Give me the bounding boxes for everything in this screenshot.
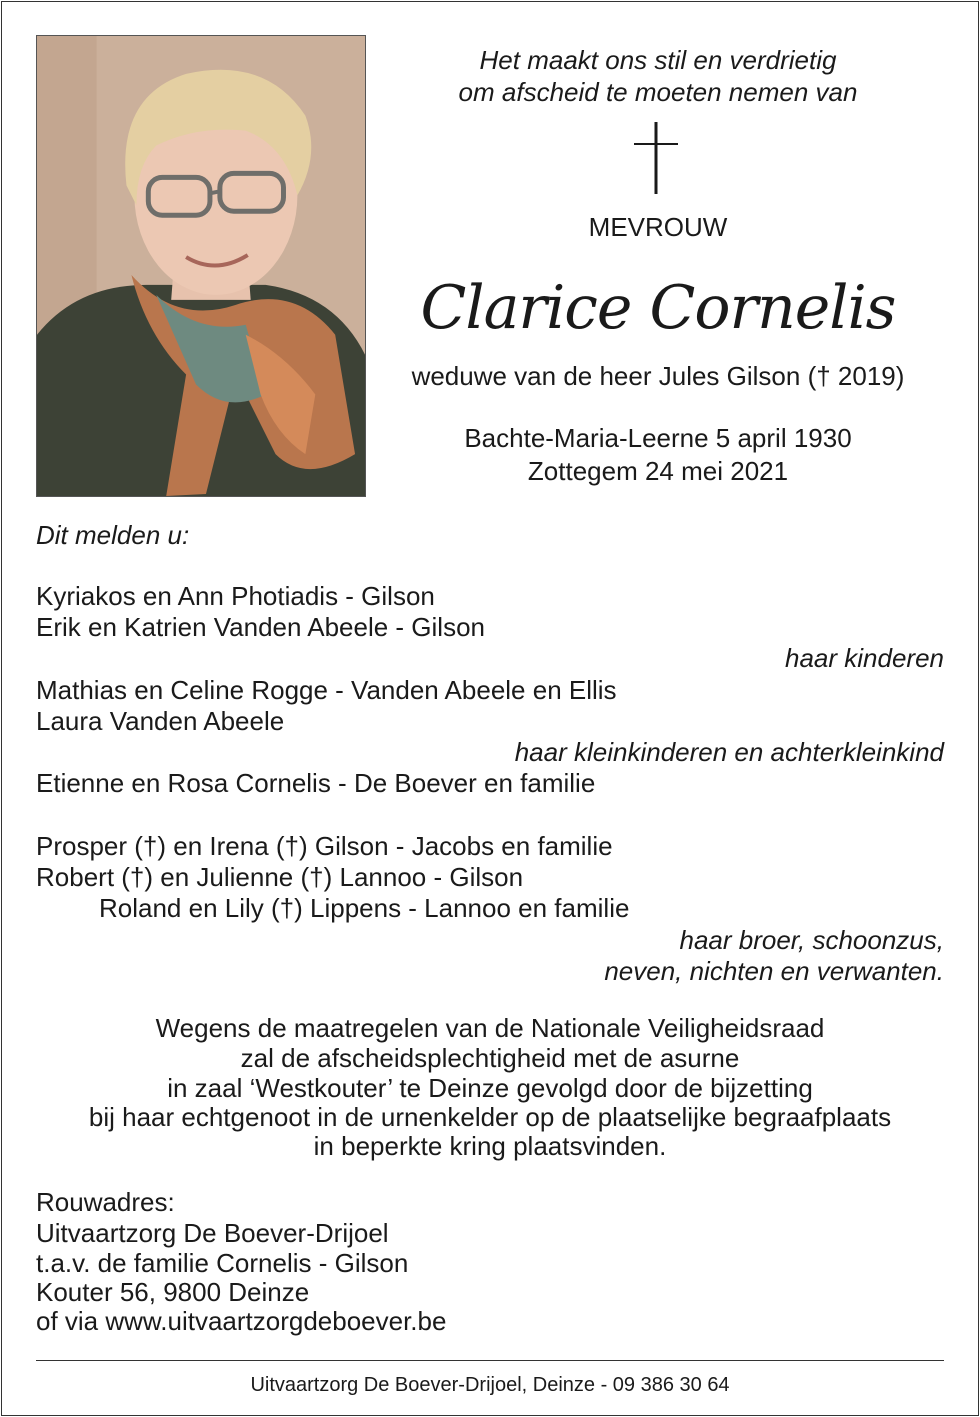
grandchildren-label: haar kleinkinderen en achterkleinkind bbox=[514, 737, 944, 767]
children-label: haar kinderen bbox=[785, 643, 944, 673]
cross-icon bbox=[634, 122, 678, 194]
brother-line: Etienne en Rosa Cornelis - De Boever en familie bbox=[36, 768, 596, 798]
in-law-line: Robert (†) en Julienne (†) Lannoo - Gilson bbox=[36, 862, 524, 892]
child-line: Erik en Katrien Vanden Abeele - Gilson bbox=[36, 612, 486, 642]
intro-line-2: om afscheid te moeten nemen van bbox=[458, 77, 858, 107]
ceremony-line: bij haar echtgenoot in de urnenkelder op de plaatselijke begraafplaats bbox=[88, 1102, 892, 1132]
address-line: Kouter 56, 9800 Deinze bbox=[36, 1277, 310, 1307]
deceased-name: Clarice Cornelis bbox=[420, 273, 896, 343]
ceremony-line: Wegens de maatregelen van de Nationale Veiligheidsraad bbox=[155, 1013, 825, 1043]
ceremony-line: in beperkte kring plaatsvinden. bbox=[313, 1131, 667, 1161]
footer-divider bbox=[36, 1360, 944, 1361]
website-link[interactable]: of via www.uitvaartzorgdeboever.be bbox=[36, 1306, 447, 1336]
spouse-line: weduwe van de heer Jules Gilson († 2019) bbox=[411, 361, 905, 391]
ceremony-line: zal de afscheidsplechtigheid met de asurne bbox=[240, 1043, 740, 1073]
announcers-heading: Dit melden u: bbox=[36, 520, 190, 550]
address-line: t.a.v. de familie Cornelis - Gilson bbox=[36, 1248, 409, 1278]
grandchild-line: Laura Vanden Abeele bbox=[36, 706, 285, 736]
in-law-line: Roland en Lily (†) Lippens - Lannoo en familie bbox=[99, 893, 630, 923]
ceremony-line: in zaal ‘Westkouter’ te Deinze gevolgd door de bijzetting bbox=[167, 1073, 813, 1103]
relatives-label: haar broer, schoonzus, bbox=[679, 925, 944, 955]
relatives-label: neven, nichten en verwanten. bbox=[604, 956, 944, 986]
salutation: MEVROUW bbox=[588, 212, 728, 242]
in-law-line: Prosper (†) en Irena (†) Gilson - Jacobs en familie bbox=[36, 831, 613, 861]
intro-line-1: Het maakt ons stil en verdrietig bbox=[479, 45, 837, 75]
portrait-photo bbox=[36, 35, 366, 497]
footer-text: Uitvaartzorg De Boever-Drijoel, Deinze - 09 386 30 64 bbox=[250, 1374, 730, 1396]
address-heading: Rouwadres: bbox=[36, 1187, 175, 1217]
birth-line: Bachte-Maria-Leerne 5 april 1930 bbox=[464, 423, 852, 453]
child-line: Kyriakos en Ann Photiadis - Gilson bbox=[36, 581, 435, 611]
address-line: Uitvaartzorg De Boever-Drijoel bbox=[36, 1218, 389, 1248]
death-line: Zottegem 24 mei 2021 bbox=[527, 456, 789, 486]
grandchild-line: Mathias en Celine Rogge - Vanden Abeele en Ellis bbox=[36, 675, 617, 705]
